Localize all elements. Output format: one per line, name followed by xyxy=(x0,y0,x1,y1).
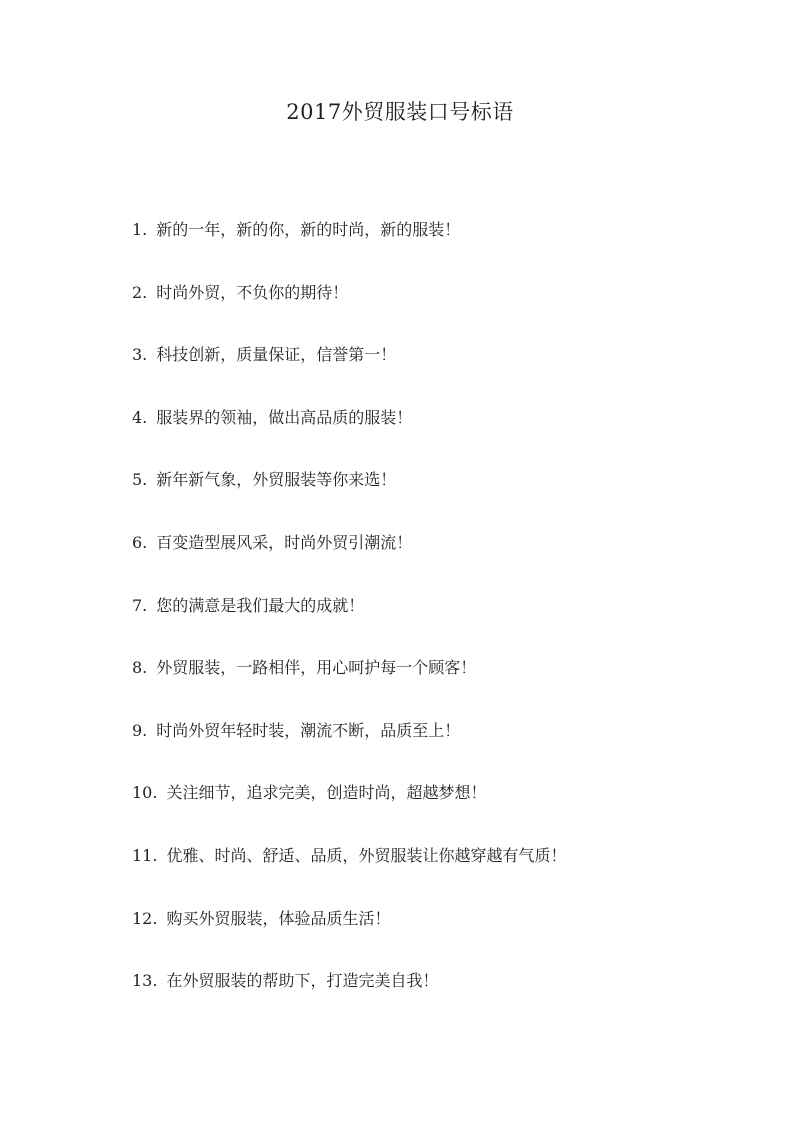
item-number: 4. xyxy=(132,407,148,427)
document-title: 2017外贸服装口号标语 xyxy=(286,100,514,124)
item-number: 1. xyxy=(132,220,148,239)
item-text: 外贸服装，一路相伴，用心呵护每一个顾客！ xyxy=(156,658,477,678)
item-number: 5. xyxy=(132,470,148,490)
item-text: 在外贸服装的帮助下，打造完美自我！ xyxy=(166,971,439,991)
item-text: 服装界的领袖，做出高品质的服装！ xyxy=(156,407,413,427)
item-text: 时尚外贸，不负你的期待！ xyxy=(156,282,349,302)
list-item xyxy=(132,527,752,590)
list-item xyxy=(132,777,752,840)
list-item xyxy=(132,464,752,527)
item-text: 购买外贸服装，体验品质生活！ xyxy=(166,908,391,928)
item-text: 优雅、时尚、舒适、品质，外贸服装让你越穿越有气质！ xyxy=(166,845,567,865)
list-item xyxy=(132,903,752,966)
list-item xyxy=(132,339,752,402)
item-number: 12. xyxy=(132,908,158,928)
item-number: 8. xyxy=(132,658,148,678)
item-text: 时尚外贸年轻时装，潮流不断，品质至上！ xyxy=(156,720,461,740)
item-number: 11. xyxy=(132,845,158,865)
item-number: 3. xyxy=(132,345,148,365)
item-number: 9. xyxy=(132,720,148,740)
item-text: 科技创新，质量保证，信誉第一！ xyxy=(156,345,397,365)
list-item xyxy=(132,214,752,277)
list-item xyxy=(132,277,752,340)
item-text: 新的一年，新的你，新的时尚，新的服装！ xyxy=(156,220,461,239)
item-number: 7. xyxy=(132,595,148,615)
list-item xyxy=(132,402,752,465)
item-text: 关注细节，追求完美，创造时尚，超越梦想！ xyxy=(166,783,487,803)
list-item xyxy=(132,840,752,903)
list-item xyxy=(132,590,752,653)
list-item xyxy=(132,965,752,1028)
list-item xyxy=(132,715,752,778)
item-text: 百变造型展风采，时尚外贸引潮流！ xyxy=(156,532,413,552)
list-item xyxy=(132,652,752,715)
item-text: 新年新气象，外贸服装等你来选！ xyxy=(156,470,397,490)
item-text: 您的满意是我们最大的成就！ xyxy=(156,595,365,615)
item-number: 13. xyxy=(132,971,158,991)
slogan-list xyxy=(132,214,752,1028)
item-number: 2. xyxy=(132,282,148,302)
item-number: 10. xyxy=(132,783,158,803)
item-number: 6. xyxy=(132,532,148,552)
